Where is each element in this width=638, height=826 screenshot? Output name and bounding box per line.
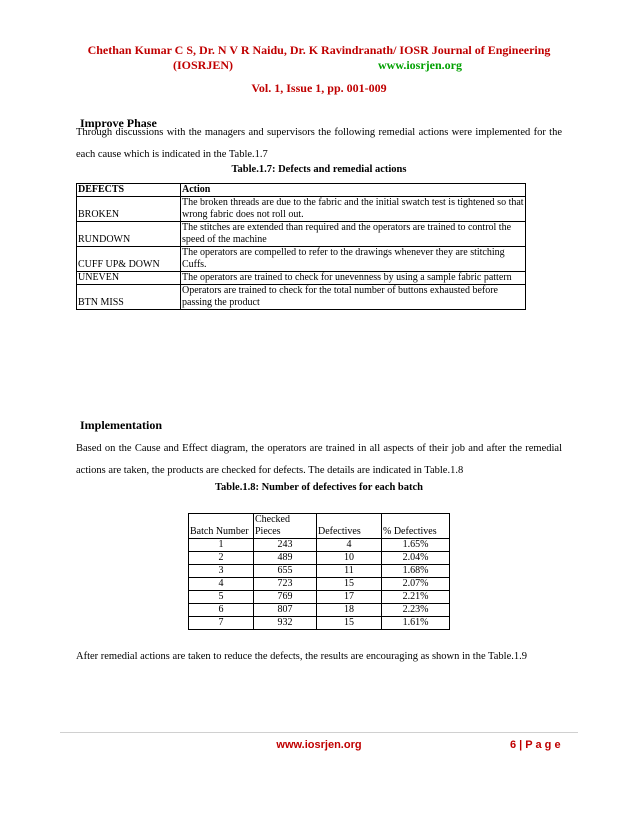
defectives-cell: 4 xyxy=(317,539,382,552)
header-percent-defectives: % Defectives xyxy=(382,514,450,539)
action-cell: The operators are trained to check for unevenness by using a sample fabric pattern xyxy=(181,272,526,285)
batch-number-cell: 3 xyxy=(189,565,254,578)
batch-number-cell: 2 xyxy=(189,552,254,565)
defectives-cell: 10 xyxy=(317,552,382,565)
table-row xyxy=(189,565,450,578)
defects-actions-table xyxy=(76,183,526,310)
percent-defectives-cell: 1.65% xyxy=(382,539,450,552)
action-cell: The broken threads are due to the fabric and the initial swatch test is tightened so that wrong fabric does not roll out. xyxy=(182,197,524,220)
journal-url[interactable]: www.iosrjen.org xyxy=(378,58,462,72)
percent-defectives-cell: 2.23% xyxy=(382,604,450,617)
action-cell: The stitches are extended than required and the operators are trained to control the speed of the machine xyxy=(181,222,526,247)
journal-header-authors: Chethan Kumar C S, Dr. N V R Naidu, Dr. K Ravindranath/ IOSR Journal of Engineering xyxy=(87,43,551,57)
header-defectives: Defectives xyxy=(317,514,382,539)
table-row xyxy=(77,272,526,285)
table-row xyxy=(77,197,526,222)
checked-pieces-cell: 807 xyxy=(254,604,317,617)
table-row xyxy=(189,591,450,604)
table-row xyxy=(77,247,526,272)
defectives-batch-table xyxy=(188,513,450,630)
checked-pieces-cell: 243 xyxy=(254,539,317,552)
defect-cell: RUNDOWN xyxy=(77,222,181,247)
batch-number-cell: 5 xyxy=(189,591,254,604)
implementation-paragraph: Based on the Cause and Effect diagram, the operators are trained in all aspects of their job and after the remedial actions are taken, the products are checked for defects. The details are indicated in Table.1.8 xyxy=(76,443,562,476)
checked-pieces-cell: 655 xyxy=(254,565,317,578)
section-title-improve: Improve Phase xyxy=(80,116,157,130)
footer-url[interactable]: www.iosrjen.org xyxy=(276,739,362,751)
table-row xyxy=(77,222,526,247)
header-action: Action xyxy=(181,184,526,197)
header-checked-pieces: Checked Pieces xyxy=(254,514,317,539)
section-title-implementation: Implementation xyxy=(80,418,162,432)
percent-defectives-cell: 1.68% xyxy=(382,565,450,578)
header-batch-number: Batch Number xyxy=(189,514,254,539)
journal-abbrev: (IOSRJEN) xyxy=(173,58,234,72)
checked-pieces-cell: 932 xyxy=(254,617,317,630)
defectives-cell: 18 xyxy=(317,604,382,617)
percent-defectives-cell: 2.21% xyxy=(382,591,450,604)
checked-pieces-cell: 723 xyxy=(254,578,317,591)
table-header-row xyxy=(189,514,450,539)
batch-number-cell: 1 xyxy=(189,539,254,552)
page-number: 6 | P a g e xyxy=(510,739,561,751)
table-row xyxy=(189,617,450,630)
table17-caption: Table.1.7: Defects and remedial actions xyxy=(231,164,407,175)
table-row xyxy=(189,539,450,552)
defectives-cell: 15 xyxy=(317,578,382,591)
defectives-cell: 11 xyxy=(317,565,382,578)
defectives-cell: 17 xyxy=(317,591,382,604)
improve-paragraph: Through discussions with the managers and supervisors the following remedial actions were implemented for the each cause which is indicated in the Table.1.7 xyxy=(76,127,562,160)
percent-defectives-cell: 2.04% xyxy=(382,552,450,565)
header-defects: DEFECTS xyxy=(77,184,181,197)
after-paragraph: After remedial actions are taken to reduce the defects, the results are encouraging as shown in the Table.1.9 xyxy=(76,651,527,662)
defect-cell: BROKEN xyxy=(77,197,181,222)
percent-defectives-cell: 1.61% xyxy=(382,617,450,630)
batch-number-cell: 4 xyxy=(189,578,254,591)
defect-cell: CUFF UP& DOWN xyxy=(77,247,181,272)
percent-defectives-cell: 2.07% xyxy=(382,578,450,591)
table-row xyxy=(189,578,450,591)
table-header-row xyxy=(77,184,526,197)
footer-divider xyxy=(60,732,578,733)
journal-volume: Vol. 1, Issue 1, pp. 001-009 xyxy=(251,81,387,95)
journal-header-line2 xyxy=(0,58,638,73)
table-row xyxy=(77,285,526,310)
checked-pieces-cell: 489 xyxy=(254,552,317,565)
defect-cell: UNEVEN xyxy=(77,272,181,285)
table-row xyxy=(189,604,450,617)
batch-number-cell: 7 xyxy=(189,617,254,630)
action-cell: The operators are compelled to refer to the drawings whenever they are stitching Cuffs. xyxy=(181,247,526,272)
action-cell: Operators are trained to check for the total number of buttons exhausted before passing the product xyxy=(181,285,526,310)
table-row xyxy=(189,552,450,565)
defect-cell: BTN MISS xyxy=(77,285,181,310)
table18-caption: Table.1.8: Number of defectives for each batch xyxy=(214,482,424,493)
batch-number-cell: 6 xyxy=(189,604,254,617)
checked-pieces-cell: 769 xyxy=(254,591,317,604)
defectives-cell: 15 xyxy=(317,617,382,630)
